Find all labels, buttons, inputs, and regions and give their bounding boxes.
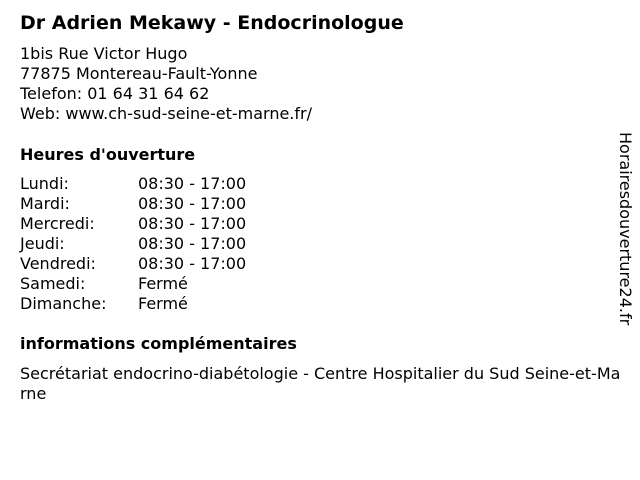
day-label: Mardi:: [20, 194, 70, 213]
day-label: Vendredi:: [20, 254, 96, 273]
day-label: Dimanche:: [20, 294, 107, 313]
info-text: Secrétariat endocrino-diabétologie - Centre Hospitalier du Sud Seine-et-Marne: [20, 364, 621, 403]
page-title: Dr Adrien Mekawy - Endocrinologue: [20, 12, 404, 34]
website: Web: www.ch-sud-seine-et-marne.fr/: [20, 104, 312, 123]
time-value: Fermé: [138, 274, 188, 293]
day-label: Samedi:: [20, 274, 86, 293]
city-address: 77875 Montereau-Fault-Yonne: [20, 64, 258, 83]
day-label: Mercredi:: [20, 214, 95, 233]
hours-heading: Heures d'ouverture: [20, 145, 196, 164]
day-label: Jeudi:: [20, 234, 65, 253]
info-heading: informations complémentaires: [20, 334, 297, 353]
phone-number: Telefon: 01 64 31 64 62: [20, 84, 210, 103]
time-value: 08:30 - 17:00: [138, 174, 247, 193]
watermark: [612, 132, 636, 347]
watermark-text: Horairesdouverture24.fr: [616, 132, 635, 326]
day-label: Lundi:: [20, 174, 69, 193]
time-value: Fermé: [138, 294, 188, 313]
time-value: 08:30 - 17:00: [138, 194, 247, 213]
address-block: [20, 44, 312, 124]
time-value: 08:30 - 17:00: [138, 254, 247, 273]
street-address: 1bis Rue Victor Hugo: [20, 44, 188, 63]
time-value: 08:30 - 17:00: [138, 234, 247, 253]
time-value: 08:30 - 17:00: [138, 214, 247, 233]
